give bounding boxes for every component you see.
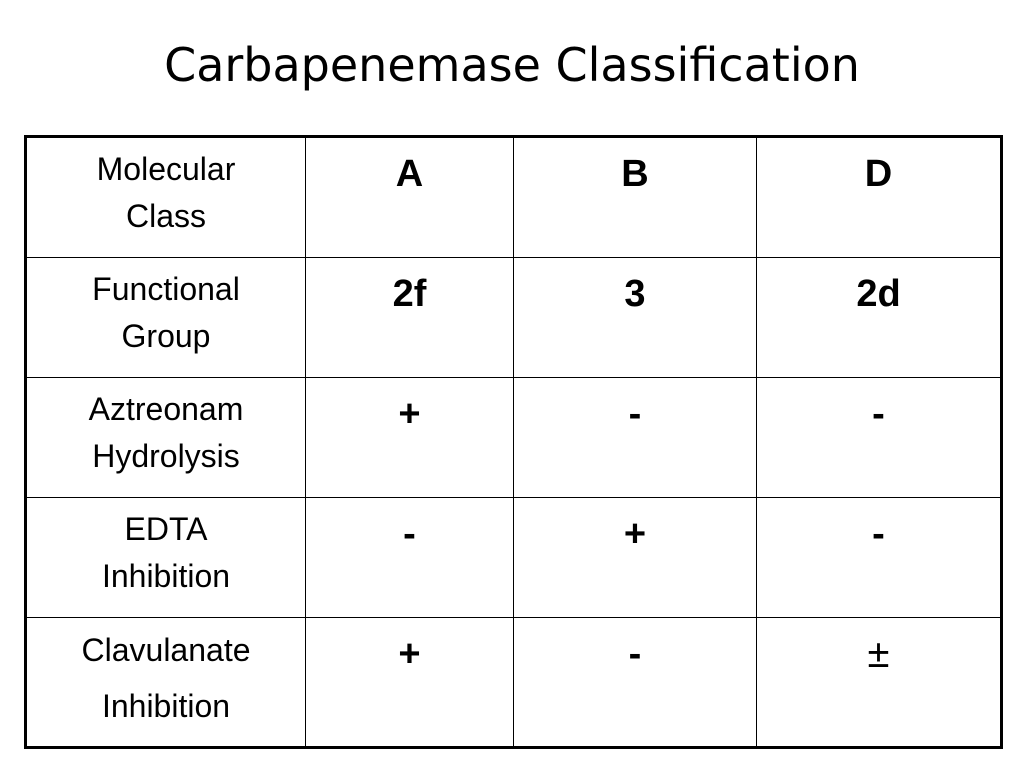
- table-cell: 3: [514, 258, 757, 378]
- row-label-line: Molecular: [96, 151, 236, 187]
- row-label-line: Clavulanate: [81, 632, 251, 668]
- table-cell: +: [306, 618, 514, 748]
- table-row: [26, 378, 1002, 498]
- table-cell: -: [757, 498, 1002, 618]
- row-header-cell: [26, 498, 306, 618]
- table-cell: -: [514, 378, 757, 498]
- row-label-line: Inhibition: [101, 558, 231, 594]
- table-row: [26, 258, 1002, 378]
- row-header-cell: [26, 618, 306, 748]
- row-label-line: Hydrolysis: [92, 438, 240, 474]
- table-cell: D: [757, 137, 1002, 258]
- row-label-line: Aztreonam: [88, 391, 244, 427]
- row-header-cell: [26, 378, 306, 498]
- row-label-line: Group: [121, 318, 211, 354]
- table-row: [26, 137, 1002, 258]
- table-cell: +: [306, 378, 514, 498]
- table-cell: A: [306, 137, 514, 258]
- classification-table: [24, 135, 1003, 749]
- table-cell: 2f: [306, 258, 514, 378]
- table-cell: B: [514, 137, 757, 258]
- row-label-line: Inhibition: [101, 688, 231, 724]
- row-header-cell: [26, 137, 306, 258]
- table-cell: 2d: [757, 258, 1002, 378]
- row-label-line: Class: [125, 198, 206, 234]
- row-header-cell: [26, 258, 306, 378]
- row-label-line: Functional: [92, 271, 240, 307]
- row-label-line: EDTA: [124, 511, 208, 547]
- table-cell: -: [757, 378, 1002, 498]
- table-cell: -: [306, 498, 514, 618]
- table-row: [26, 498, 1002, 618]
- slide-title: Carbapenemase Classification: [164, 38, 860, 92]
- table-cell: ±: [757, 618, 1002, 748]
- table-row: [26, 618, 1002, 748]
- table-cell: +: [514, 498, 757, 618]
- table-cell: -: [514, 618, 757, 748]
